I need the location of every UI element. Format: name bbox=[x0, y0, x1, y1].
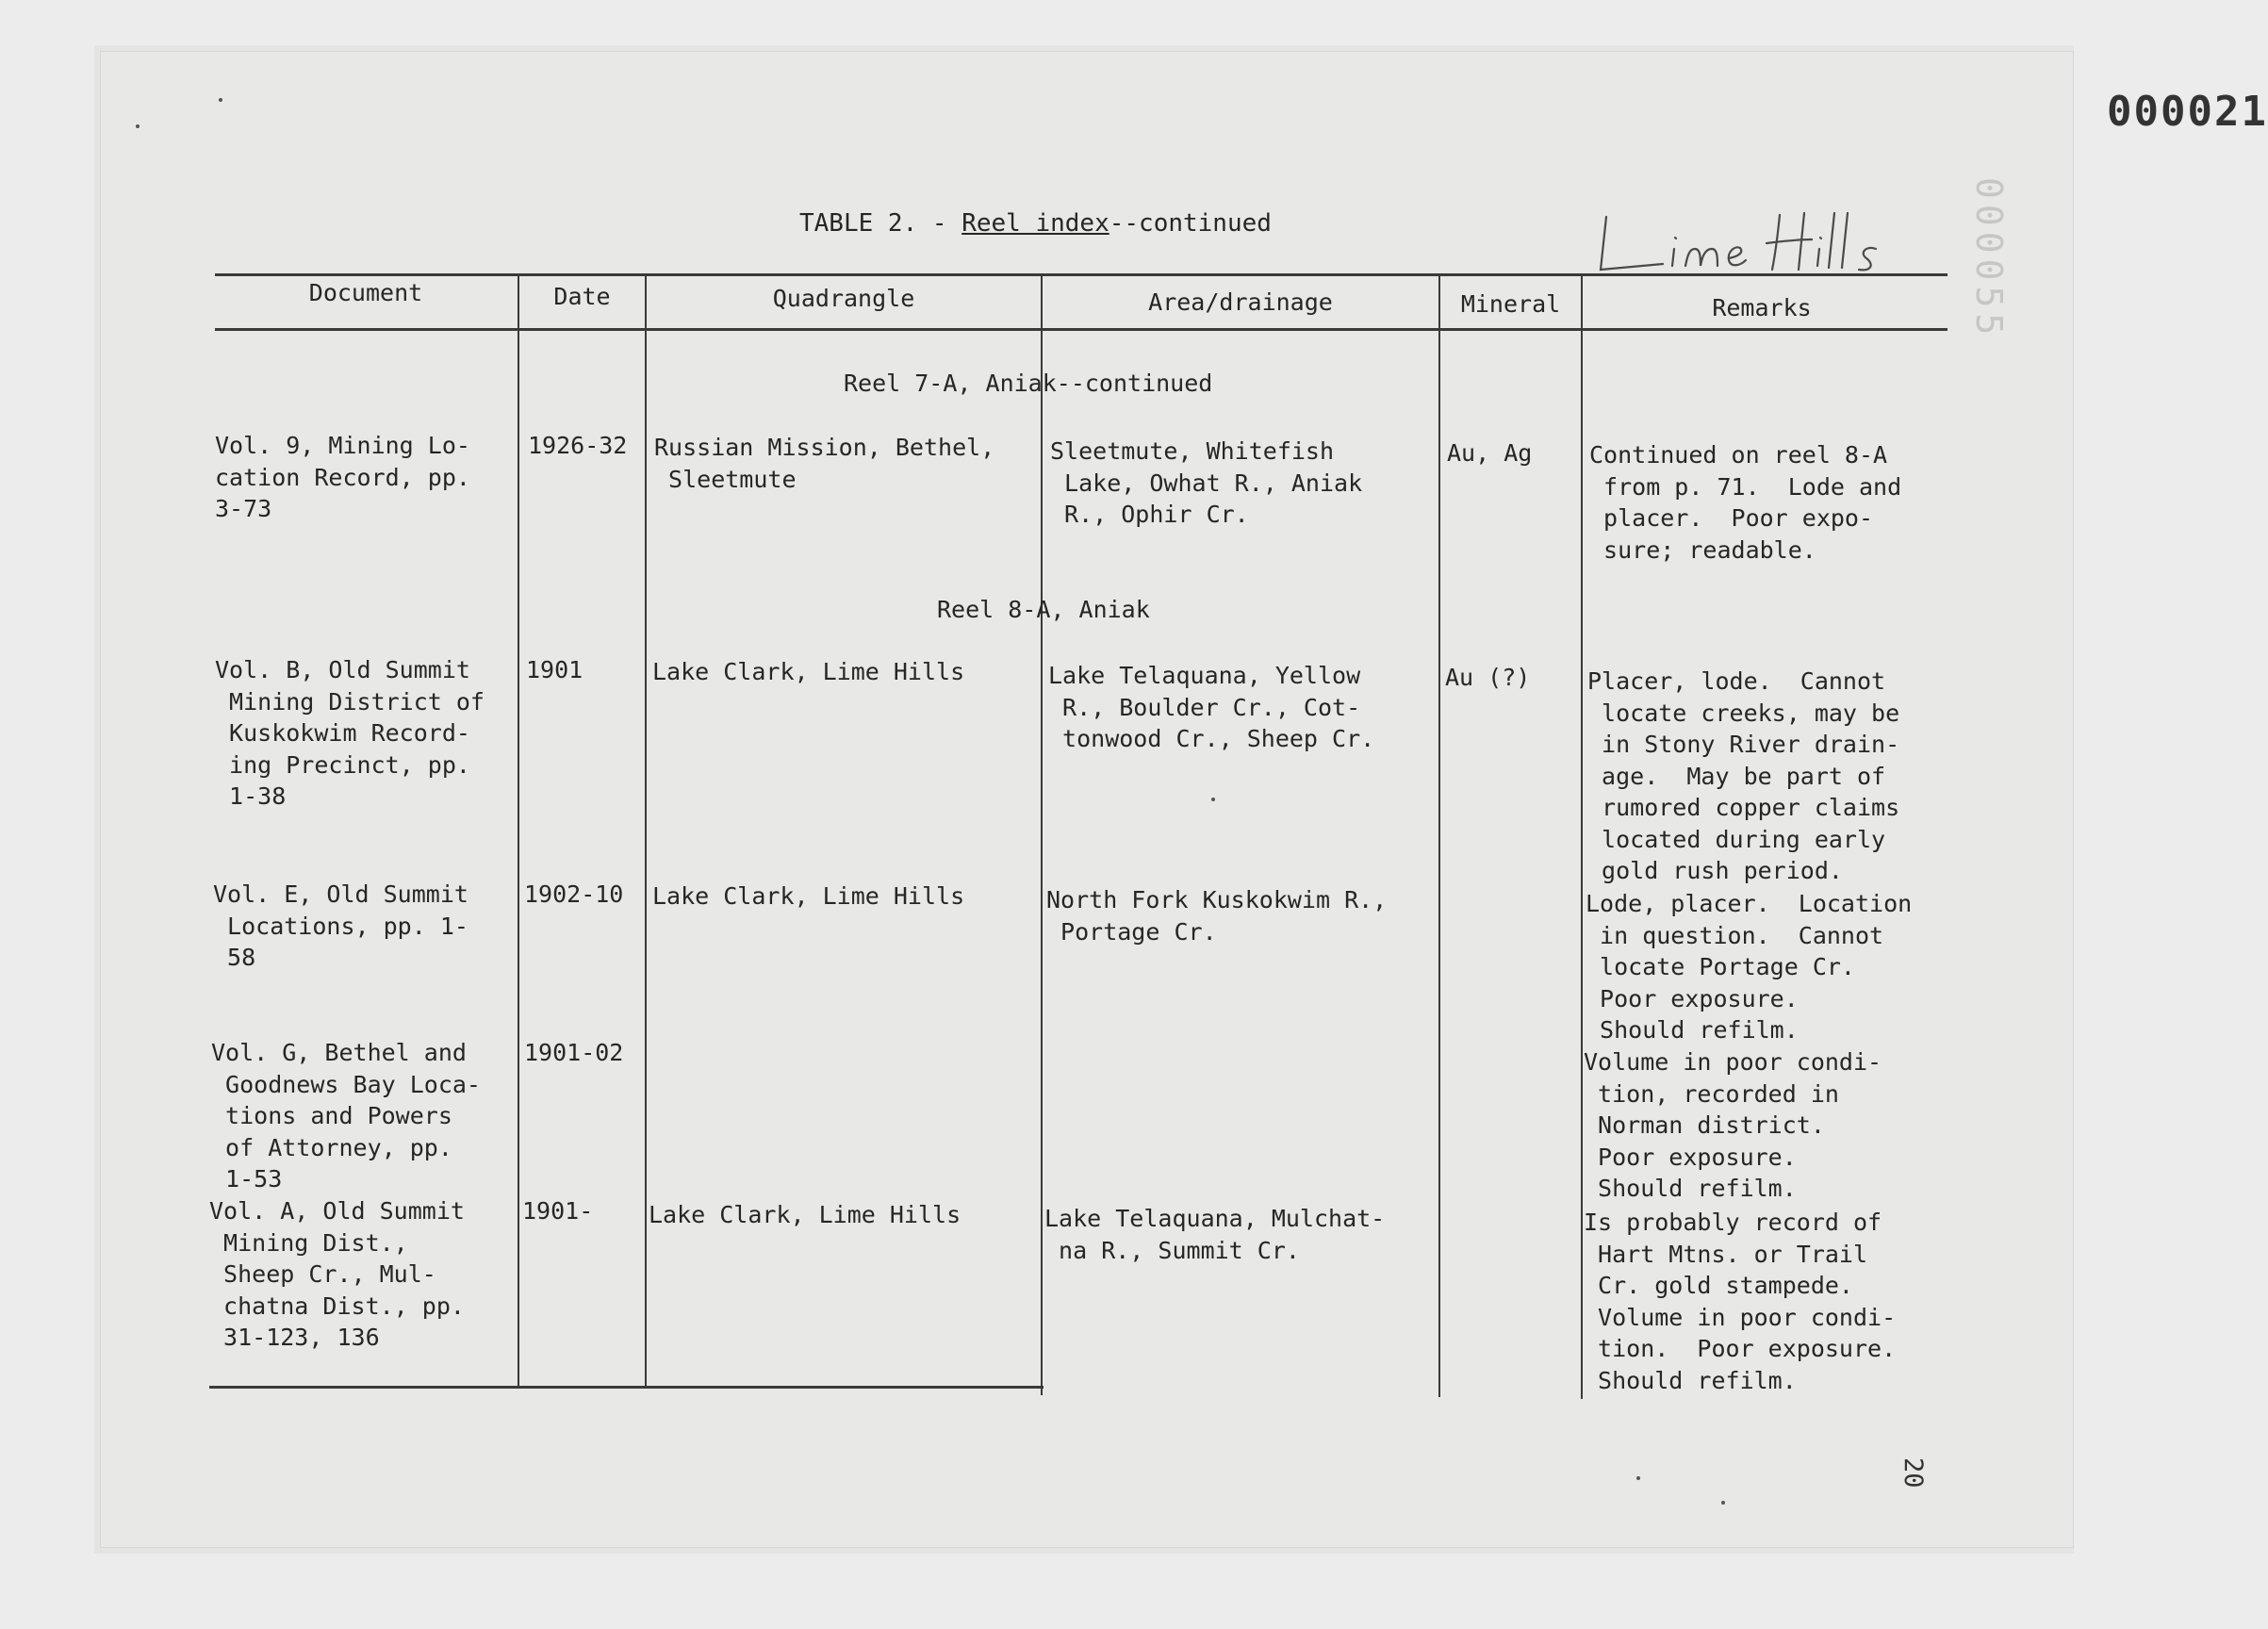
column-divider bbox=[1581, 273, 1583, 1399]
scan-speck bbox=[136, 124, 140, 128]
remarks-cell: Placer, lode. Cannot locate creeks, may be in Stony River drain- age. May be part of rumored copper claims located during early gold rush period. bbox=[1587, 667, 1900, 884]
area-cell: North Fork Kuskokwim R., Portage Cr. bbox=[1046, 886, 1388, 946]
scan-speck bbox=[219, 98, 222, 102]
column-header: Date bbox=[553, 283, 611, 310]
side-stamp: 000055 bbox=[1968, 177, 2010, 341]
document-cell: Vol. G, Bethel and Goodnews Bay Loca- tions and Powers of Attorney, pp. 1-53 bbox=[211, 1039, 481, 1193]
remarks-cell: Lode, placer. Location in question. Cannot locate Portage Cr. Poor exposure. Should refilm. bbox=[1586, 890, 1913, 1044]
quadrangle-cell: Lake Clark, Lime Hills bbox=[652, 658, 965, 685]
scan-speck bbox=[1211, 798, 1215, 801]
area-cell: Sleetmute, Whitefish Lake, Owhat R., Aniak R., Ophir Cr. bbox=[1050, 437, 1363, 528]
table-title-underlined: Reel index bbox=[961, 209, 1109, 238]
table-header-rule bbox=[215, 328, 1948, 331]
column-header: Mineral bbox=[1460, 290, 1561, 318]
column-header: Area/drainage bbox=[1148, 288, 1333, 316]
document-cell: Vol. E, Old Summit Locations, pp. 1- 58 bbox=[213, 880, 468, 971]
page-number-stamp: 000021 bbox=[2107, 88, 2268, 136]
column-divider bbox=[1438, 273, 1440, 1397]
table-title bbox=[799, 209, 1272, 238]
remarks-cell: Continued on reel 8-A from p. 71. Lode and placer. Poor expo- sure; readable. bbox=[1589, 441, 1902, 564]
mineral-cell: Au (?) bbox=[1445, 664, 1531, 691]
column-divider bbox=[645, 273, 647, 1388]
section-heading: Reel 7-A, Aniak--continued bbox=[844, 370, 1213, 397]
column-header: Quadrangle bbox=[772, 285, 915, 312]
remarks-cell: Volume in poor condi- tion, recorded in Norman district. Poor exposure. Should refilm. bbox=[1584, 1048, 1882, 1202]
column-divider bbox=[518, 273, 519, 1388]
table-top-rule bbox=[215, 273, 1948, 276]
column-header: Remarks bbox=[1712, 294, 1812, 321]
quadrangle-cell: Lake Clark, Lime Hills bbox=[652, 882, 965, 910]
date-cell: 1901-02 bbox=[524, 1039, 624, 1066]
quadrangle-cell: Lake Clark, Lime Hills bbox=[649, 1201, 961, 1228]
date-cell: 1902-10 bbox=[524, 880, 624, 908]
column-divider bbox=[1041, 273, 1043, 1395]
table-bottom-rule bbox=[209, 1386, 1044, 1389]
scan-speck bbox=[1636, 1476, 1640, 1480]
date-cell: 1901- bbox=[522, 1197, 594, 1225]
table-title-prefix: TABLE 2. - bbox=[799, 209, 962, 238]
page-marker: 20 bbox=[1898, 1457, 1928, 1489]
area-cell: Lake Telaquana, Yellow R., Boulder Cr., Cot- tonwood Cr., Sheep Cr. bbox=[1048, 662, 1375, 752]
column-header: Document bbox=[308, 279, 423, 306]
scan-speck bbox=[1721, 1501, 1725, 1505]
quadrangle-cell: Russian Mission, Bethel, Sleetmute bbox=[654, 434, 995, 493]
document-cell: Vol. A, Old Summit Mining Dist., Sheep Cr., Mul- chatna Dist., pp. 31-123, 136 bbox=[209, 1197, 465, 1351]
section-heading: Reel 8-A, Aniak bbox=[937, 596, 1150, 623]
table-title-suffix: --continued bbox=[1109, 209, 1272, 238]
handwritten-note bbox=[1593, 207, 1895, 283]
area-cell: Lake Telaquana, Mulchat- na R., Summit Cr. bbox=[1044, 1205, 1386, 1264]
remarks-cell: Is probably record of Hart Mtns. or Trail Cr. gold stampede. Volume in poor condi- tion. Poor exposure. Should refilm. bbox=[1584, 1209, 1897, 1394]
date-cell: 1901 bbox=[526, 656, 583, 683]
mineral-cell: Au, Ag bbox=[1447, 439, 1533, 467]
document-cell: Vol. B, Old Summit Mining District of Kuskokwim Record- ing Precinct, pp. 1-38 bbox=[215, 656, 485, 810]
date-cell: 1926-32 bbox=[528, 432, 628, 459]
document-cell: Vol. 9, Mining Lo- cation Record, pp. 3-73 bbox=[215, 432, 470, 522]
